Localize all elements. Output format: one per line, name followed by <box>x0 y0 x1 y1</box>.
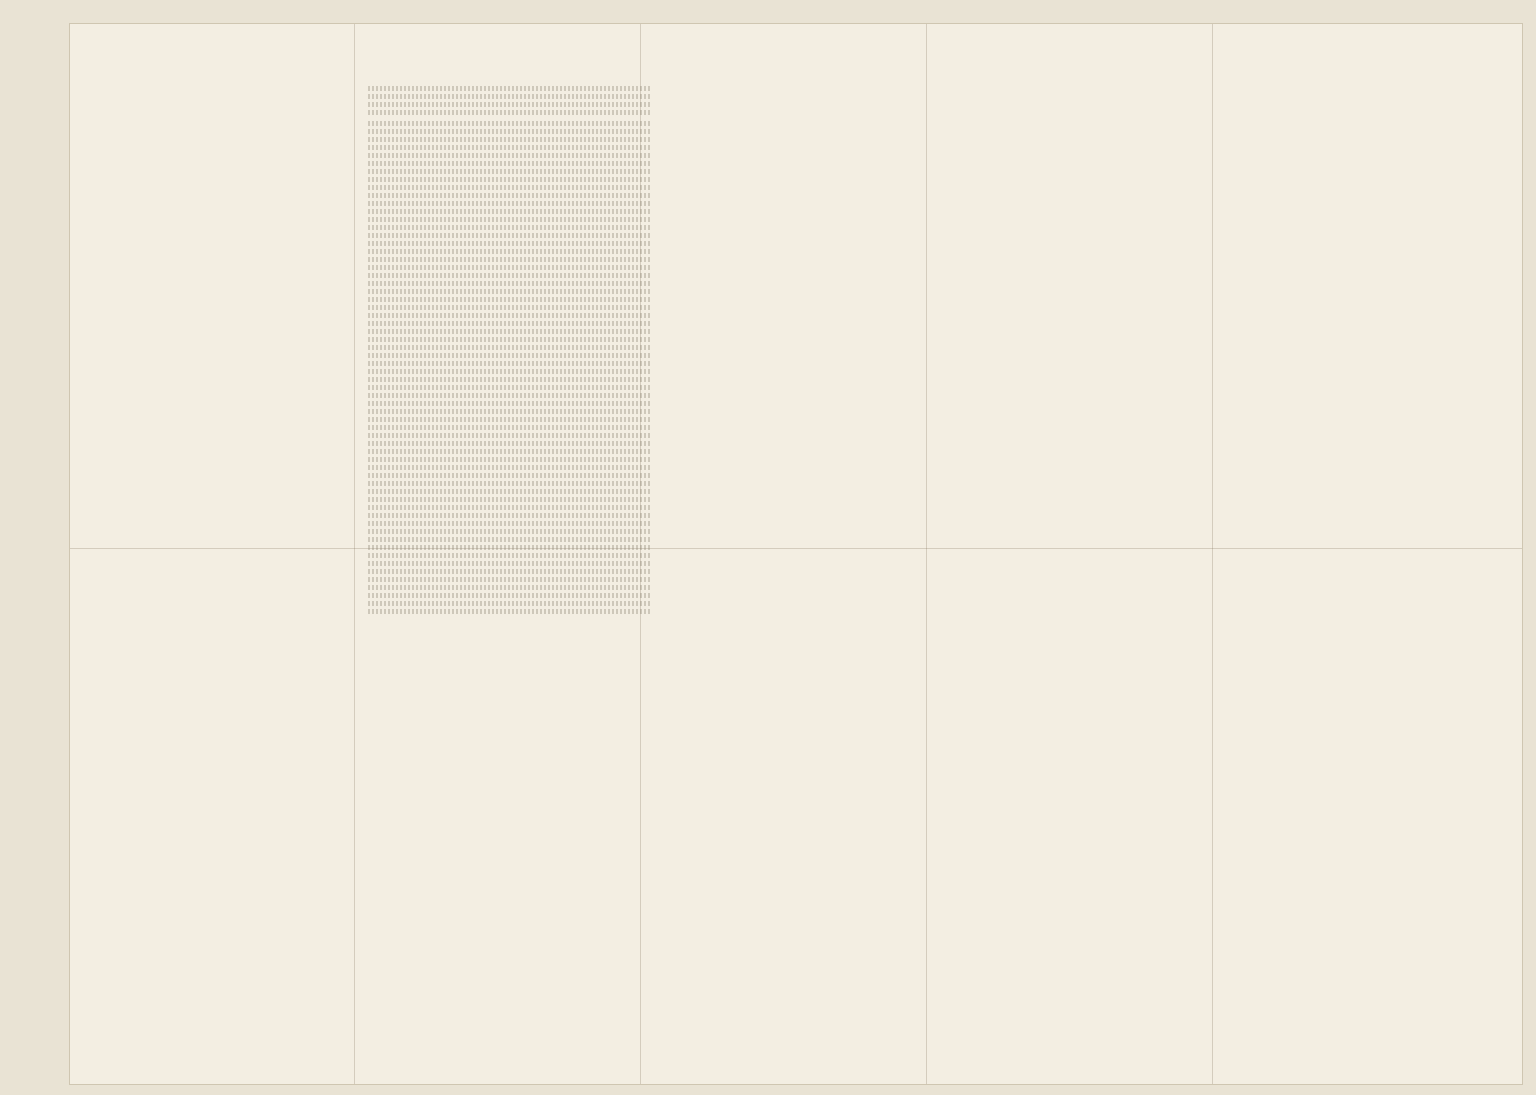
column-1 <box>82 80 364 1070</box>
document-sheet <box>70 24 1522 1084</box>
column-3 <box>654 80 936 1070</box>
fold-line <box>1212 24 1213 1084</box>
column-2 <box>368 80 650 1070</box>
